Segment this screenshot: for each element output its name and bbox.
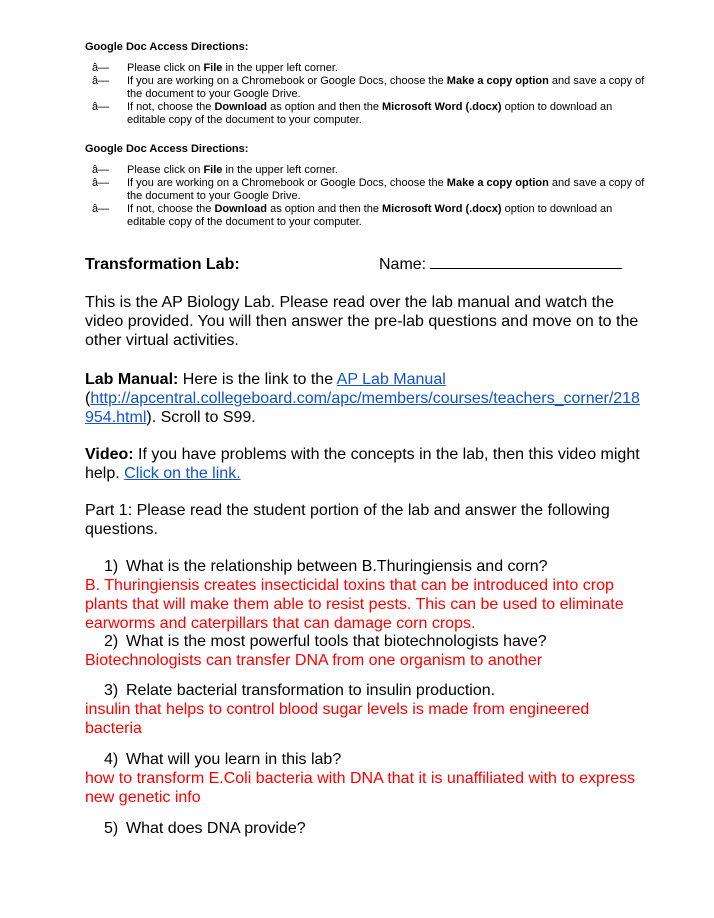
lab-title: Transformation Lab: (85, 256, 240, 273)
bullet-glyph: â— (92, 62, 110, 74)
video-link[interactable]: Click on the link. (124, 465, 241, 482)
name-field (379, 256, 622, 274)
question-1: 1) What is the relationship between B.Thuringiensis and corn? B. Thuringiensis creates insecticidal toxins that can be introduced into crop plants that will make them able to resist pests. This can be used to eliminate earworms and caterpillars that can damage corn crops. (85, 557, 645, 633)
lab-manual-url-link[interactable]: http://apcentral.collegeboard.com/apc/members/courses/teachers_corner/218954.html (85, 390, 640, 426)
title-row (85, 256, 645, 274)
answer-text: how to transform E.Coli bacteria with DNA that it is unaffiliated with to express new genetic info (85, 770, 636, 806)
lab-manual-paragraph: Lab Manual: Here is the link to the AP Lab Manual (http://apcentral.collegeboard.com/apc/members/courses/teachers_corner/218954.html). Scroll to S99. (85, 371, 640, 426)
bullet-glyph: â— (92, 75, 110, 87)
question-text: Relate bacterial transformation to insulin production. (126, 682, 496, 699)
directions-list (85, 164, 645, 229)
name-blank-line (430, 256, 622, 269)
access-directions-2 (85, 143, 645, 229)
directions-header: Google Doc Access Directions: (85, 143, 249, 155)
intro-paragraph: This is the AP Biology Lab. Please read over the lab manual and watch the video provided. You will then answer the pre-lab questions and move on to the other virtual activities. (85, 294, 639, 349)
question-4: 4) What will you learn in this lab? how to transform E.Coli bacteria with DNA that it is unaffiliated with to express new genetic info (85, 750, 645, 807)
name-label: Name: (379, 256, 427, 273)
directions-item: â— If you are working on a Chromebook or Google Docs, choose the Make a copy option and save a copy of the document to your Google Drive. (92, 75, 645, 100)
bullet-glyph: â— (92, 203, 110, 215)
question-text: What does DNA provide? (126, 820, 306, 837)
answer-text: B. Thuringiensis creates insecticidal toxins that can be introduced into crop plants that will make them able to resist pests. This can be used to eliminate earworms and caterpillars that can damage corn crops. (85, 577, 624, 632)
part1-instructions: Part 1: Please read the student portion of the lab and answer the following questions. (85, 502, 610, 538)
directions-list (85, 62, 645, 127)
question-2: 2) What is the most powerful tools that biotechnologists have? Biotechnologists can transfer DNA from one organism to another (85, 632, 645, 670)
bullet-glyph: â— (92, 101, 110, 113)
directions-item: â— If not, choose the Download as option and then the Microsoft Word (.docx) option to download an editable copy of the document to your computer. (92, 203, 613, 228)
question-3: 3) Relate bacterial transformation to insulin production. insulin that helps to control blood sugar levels is made from engineered bacteria (85, 681, 645, 738)
answer-text: Biotechnologists can transfer DNA from one organism to another (85, 652, 543, 669)
answer-text: insulin that helps to control blood sugar levels is made from engineered bacteria (85, 701, 590, 737)
directions-item: â— Please click on File in the upper left corner. (92, 164, 338, 176)
directions-item: â— Please click on File in the upper left corner. (92, 62, 338, 74)
question-text: What is the most powerful tools that biotechnologists have? (126, 633, 547, 650)
question-text: What is the relationship between B.Thuringiensis and corn? (126, 558, 548, 575)
video-paragraph: Video: If you have problems with the concepts in the lab, then this video might help. Click on the link. (85, 446, 640, 482)
access-directions-1 (85, 41, 645, 127)
directions-item: â— If you are working on a Chromebook or Google Docs, choose the Make a copy option and save a copy of the document to your Google Drive. (92, 177, 645, 202)
question-5: 5) What does DNA provide? (104, 820, 306, 837)
directions-item: â— If not, choose the Download as option and then the Microsoft Word (.docx) option to download an editable copy of the document to your computer. (92, 101, 613, 126)
lab-manual-label: Lab Manual: (85, 371, 179, 388)
bullet-glyph: â— (92, 177, 110, 189)
bullet-glyph: â— (92, 164, 110, 176)
question-text: What will you learn in this lab? (126, 751, 342, 768)
ap-lab-manual-link[interactable]: AP Lab Manual (336, 371, 446, 388)
video-label: Video: (85, 446, 134, 463)
directions-header: Google Doc Access Directions: (85, 41, 249, 53)
